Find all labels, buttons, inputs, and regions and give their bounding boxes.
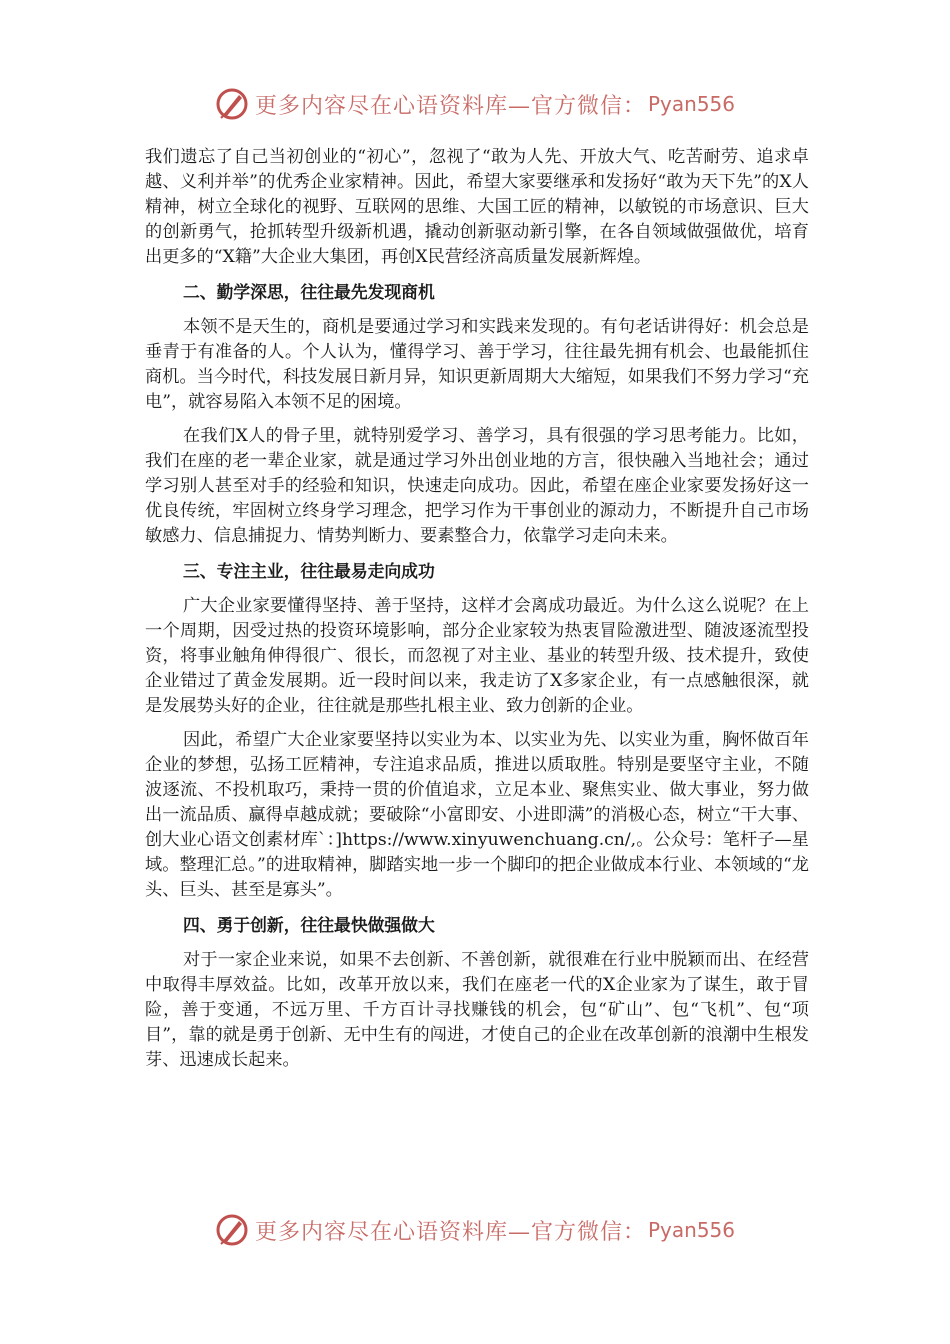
- paragraph: 广大企业家要懂得坚持、善于坚持，这样才会离成功最近。为什么这么说呢？在上一个周期，因受过热的投资环境影响，部分企业家较为热衷冒险激进型、随波逐流型投资，将事业触角伸得很广、很长，而忽视了对主业、基业的转型升级、技术提升，致使企业错过了黄金发展期。近一段时间以来，我走访了X多家企业，有一点感触很深，就是发展势头好的企业，往往就是那些扎根主业、致力创新的企业。: [145, 596, 809, 716]
- section-heading-2: 二、勤学深思，往往最先发现商机: [183, 282, 435, 302]
- document-body: [145, 145, 809, 1082]
- section-heading-3: 三、专注主业，往往最易走向成功: [183, 561, 435, 581]
- paragraph: 本领不是天生的，商机是要通过学习和实践来发现的。有句老话讲得好：机会总是垂青于有准备的人。个人认为，懂得学习、善于学习，往往最先拥有机会、也最能抓住商机。当今时代，科技发展日新月异，知识更新周期大大缩短，如果我们不努力学习“充电”，就容易陷入本领不足的困境。: [145, 317, 809, 412]
- footer-watermark: [0, 1208, 950, 1252]
- quill-logo-icon: [215, 87, 249, 121]
- quill-logo-icon: [215, 1213, 249, 1247]
- paragraph: 对于一家企业来说，如果不去创新、不善创新，就很难在行业中脱颖而出、在经营中取得丰厚效益。比如，改革开放以来，我们在座老一代的X企业家为了谋生，敢于冒险，善于变通，不远万里、千方百计寻找赚钱的机会，包“矿山”、包“飞机”、包“项目”，靠的就是勇于创新、无中生有的闯进，才使自己的企业在改革创新的浪潮中生根发芽、迅速成长起来。: [145, 950, 809, 1070]
- paragraph: 因此，希望广大企业家要坚持以实业为本、以实业为先、以实业为重，胸怀做百年企业的梦想，弘扬工匠精神，专注追求品质，推进以质取胜。特别是要坚守主业，不随波逐流、不投机取巧，秉持一贯的价值追求，立足本业、聚焦实业、做大事业，努力做出一流品质、赢得卓越成就；要破除“小富即安、小进即满”的消极心态，树立“干大事、创大业心语文创素材库`：]https://www.xinyuwenchuang.cn/,。公众号：笔杆子—星域。整理汇总。”的进取精神，脚踏实地一步一个脚印的把企业做成本行业、本领域的“龙头、巨头、甚至是寡头”。: [145, 730, 809, 900]
- watermark-account-text: Pyan556: [648, 92, 736, 116]
- header-watermark: [0, 82, 950, 126]
- section-heading-4: 四、勇于创新，往往最快做强做大: [183, 915, 435, 935]
- watermark-account-text: Pyan556: [648, 1218, 736, 1242]
- watermark-brand-text: 更多内容尽在心语资料库—官方微信：: [254, 1219, 646, 1245]
- paragraph: 我们遗忘了自己当初创业的“初心”，忽视了“敢为人先、开放大气、吃苦耐劳、追求卓越、义利并举”的优秀企业家精神。因此，希望大家要继承和发扬好“敢为天下先”的X人精神，树立全球化的视野、互联网的思维、大国工匠的精神，以敏锐的市场意识、巨大的创新勇气，抢抓转型升级新机遇，撬动创新驱动新引擎，在各自领域做强做优，培育出更多的“X籍”大企业大集团，再创X民营经济高质量发展新辉煌。: [145, 147, 809, 267]
- watermark-brand-text: 更多内容尽在心语资料库—官方微信：: [254, 93, 646, 119]
- paragraph: 在我们X人的骨子里，就特别爱学习、善学习，具有很强的学习思考能力。比如，我们在座的老一辈企业家，就是通过学习外出创业地的方言，很快融入当地社会；通过学习别人甚至对手的经验和知识，快速走向成功。因此，希望在座企业家要发扬好这一优良传统，牢固树立终身学习理念，把学习作为干事创业的源动力，不断提升自己市场敏感力、信息捕捉力、情势判断力、要素整合力，依靠学习走向未来。: [145, 426, 809, 546]
